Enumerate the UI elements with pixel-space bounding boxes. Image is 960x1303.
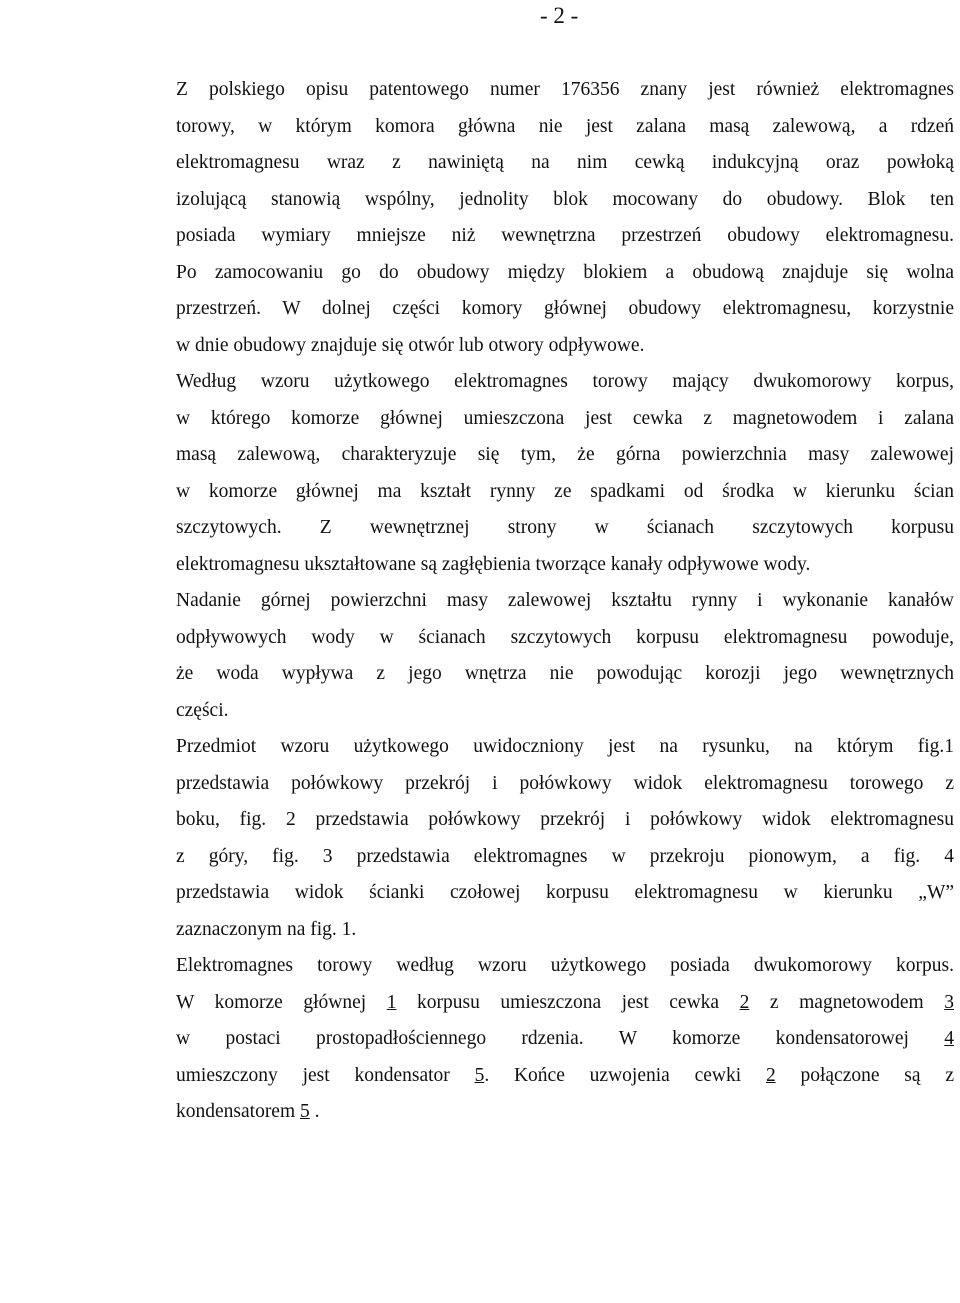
text-line: Według wzoru użytkowego elektromagnes torowy mający dwukomorowy korpus, bbox=[176, 371, 954, 392]
text-run: w postaci prostopadłościennego rdzenia. W komorze kondensatorowej bbox=[176, 1028, 945, 1049]
text-line: w dnie obudowy znajduje się otwór lub otwory odpływowe. bbox=[176, 334, 645, 356]
text-run: kondensatorem bbox=[176, 1101, 301, 1122]
text-line: że woda wypływa z jego wnętrza nie powodując korozji jego wewnętrznych bbox=[176, 663, 954, 684]
reference-number: 3 bbox=[944, 991, 954, 1013]
text-line: Elektromagnes torowy według wzoru użytkowego posiada dwukomorowy korpus. bbox=[176, 955, 954, 976]
text-run: umieszczony jest kondensator bbox=[176, 1064, 475, 1086]
body-text bbox=[176, 72, 954, 1131]
text-line: przedstawia widok ścianki czołowej korpusu elektromagnesu w kierunku „W” bbox=[176, 882, 954, 903]
text-line: Nadanie górnej powierzchni masy zalewowej kształtu rynny i wykonanie kanałów bbox=[176, 590, 954, 611]
text-run: . bbox=[309, 1101, 320, 1122]
text-line: elektromagnesu ukształtowane są zagłębienia tworzące kanały odpływowe wody. bbox=[176, 553, 811, 575]
reference-number: 2 bbox=[739, 991, 750, 1013]
text-line: szczytowych. Z wewnętrznej strony w ścianach szczytowych korpusu bbox=[176, 517, 954, 538]
text-line: części. bbox=[176, 699, 229, 721]
text-line bbox=[176, 1021, 954, 1058]
text-run: W komorze głównej bbox=[176, 991, 387, 1013]
reference-number: 5 bbox=[300, 1101, 310, 1122]
text-line: w którego komorze głównej umieszczona jest cewka z magnetowodem i zalana bbox=[176, 407, 954, 429]
text-run: korpusu umieszczona jest cewka bbox=[396, 991, 740, 1013]
reference-number: 2 bbox=[765, 1064, 776, 1086]
text-line bbox=[176, 1058, 954, 1095]
text-line bbox=[176, 1094, 954, 1131]
text-line: Z polskiego opisu patentowego numer 176356 znany jest również elektromagnes bbox=[176, 79, 954, 100]
reference-number: 5 bbox=[474, 1064, 485, 1086]
reference-number: 4 bbox=[944, 1028, 954, 1049]
text-line: boku, fig. 2 przedstawia połówkowy przekrój i połówkowy widok elektromagnesu bbox=[176, 809, 954, 830]
text-line bbox=[176, 985, 954, 1022]
text-run: . Końce uzwojenia cewki bbox=[484, 1064, 766, 1086]
text-line: odpływowych wody w ścianach szczytowych korpusu elektromagnesu powoduje, bbox=[176, 626, 954, 648]
text-line: Przedmiot wzoru użytkowego uwidoczniony jest na rysunku, na którym fig.1 bbox=[176, 736, 954, 757]
text-line: zaznaczonym na fig. 1. bbox=[176, 918, 357, 940]
text-run: połączone są z bbox=[775, 1064, 954, 1086]
text-line: z góry, fig. 3 przedstawia elektromagnes w przekroju pionowym, a fig. 4 bbox=[176, 845, 954, 867]
text-line: przedstawia połówkowy przekrój i połówkowy widok elektromagnesu torowego z bbox=[176, 772, 954, 794]
text-line: masą zalewową, charakteryzuje się tym, że górna powierzchnia masy zalewowej bbox=[176, 444, 954, 465]
text-line: elektromagnesu wraz z nawiniętą na nim cewką indukcyjną oraz powłoką bbox=[176, 152, 954, 173]
text-run: z magnetowodem bbox=[749, 991, 945, 1013]
text-line: torowy, w którym komora główna nie jest zalana masą zalewową, a rdzeń bbox=[176, 115, 954, 137]
reference-number: 1 bbox=[386, 991, 397, 1013]
text-line: przestrzeń. W dolnej części komory głównej obudowy elektromagnesu, korzystnie bbox=[176, 298, 954, 319]
text-line: w komorze głównej ma kształt rynny ze spadkami od środka w kierunku ścian bbox=[176, 480, 954, 502]
text-line: posiada wymiary mniejsze niż wewnętrzna przestrzeń obudowy elektromagnesu. bbox=[176, 225, 954, 246]
page-number: - 2 - bbox=[540, 3, 579, 28]
text-line: Po zamocowaniu go do obudowy między blokiem a obudową znajduje się wolna bbox=[176, 261, 954, 283]
text-line: izolującą stanowią wspólny, jednolity blok mocowany do obudowy. Blok ten bbox=[176, 188, 954, 210]
